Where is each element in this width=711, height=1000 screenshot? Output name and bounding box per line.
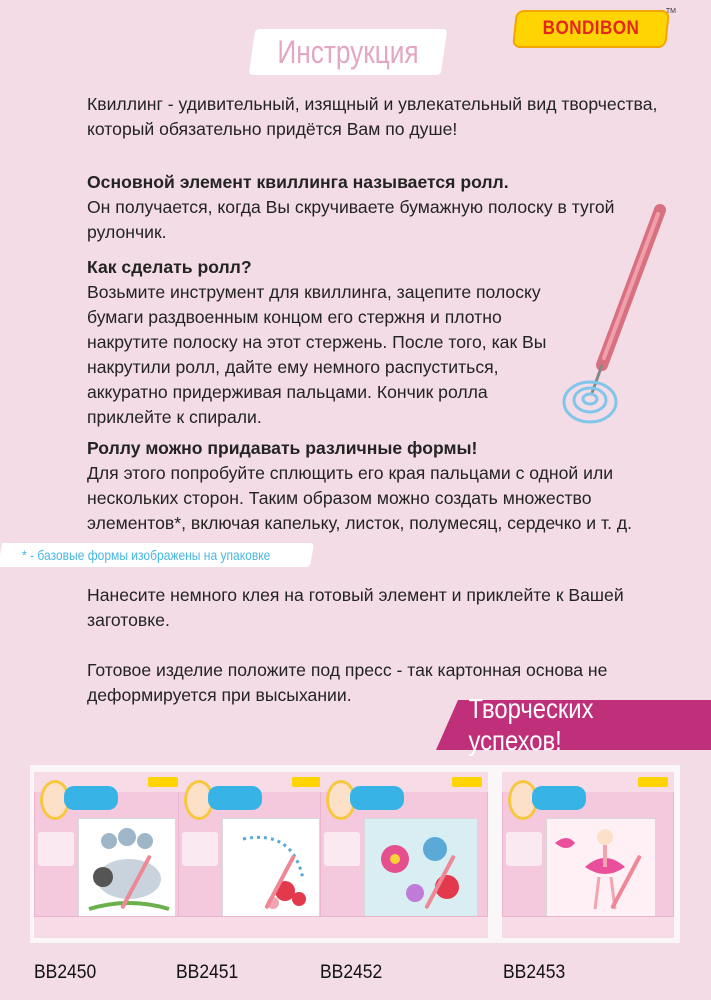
product-window xyxy=(364,818,478,922)
quilling-tool-icon xyxy=(592,210,660,393)
section-how-to xyxy=(87,255,562,430)
product-code-2: BB2451 xyxy=(176,962,239,983)
product-code-4: BB2453 xyxy=(503,962,566,983)
section-roll-heading: Основной элемент квиллинга называется ролл. xyxy=(87,172,509,192)
sheep-picture-icon xyxy=(79,819,175,921)
product-window xyxy=(222,818,320,922)
product-bottom-band xyxy=(320,916,488,938)
series-logo-icon xyxy=(64,786,118,810)
product-side-label xyxy=(182,832,218,866)
product-brand-icon xyxy=(638,777,668,787)
product-side-label xyxy=(324,832,360,866)
postcard-picture-icon xyxy=(223,819,319,921)
product-box-3 xyxy=(320,772,488,938)
product-box-2 xyxy=(178,772,328,938)
product-brand-icon xyxy=(292,777,322,787)
section-shapes-heading: Роллу можно придавать различные формы! xyxy=(87,438,478,458)
series-logo-icon xyxy=(350,786,404,810)
quilling-tool-illustration xyxy=(540,200,690,440)
paper-roll-icon xyxy=(564,382,616,422)
product-bottom-band xyxy=(178,916,328,938)
success-text: Творческих успехов! xyxy=(468,693,594,756)
brand-logo-tm: TM xyxy=(665,8,676,15)
product-window xyxy=(78,818,176,922)
footnote-text: * - базовые формы изображены на упаковке xyxy=(22,547,271,563)
page-title: Инструкция xyxy=(277,33,419,70)
product-side-label xyxy=(38,832,74,866)
product-brand-icon xyxy=(452,777,482,787)
product-box-1 xyxy=(34,772,184,938)
brand-logo-word: BONDIBON xyxy=(542,18,640,39)
product-bottom-band xyxy=(502,916,674,938)
ballerina-picture-icon xyxy=(547,819,655,921)
product-window xyxy=(546,818,656,922)
intro-text: Квиллинг - удивительный, изящный и увлекательный вид творчества, который обязательно придётся Вам по душе! xyxy=(87,94,658,139)
product-code-3: BB2452 xyxy=(320,962,383,983)
section-roll-text: Он получается, когда Вы скручиваете бумажную полоску в тугой рулончик. xyxy=(87,197,615,242)
section-shapes-text: Для этого попробуйте сплющить его края пальцами с одной или нескольких сторон. Таким образом можно создать множество элементов*, включая капельку, листок, полумесяц, сердечко и т. д. xyxy=(87,463,633,533)
product-side-label xyxy=(506,832,542,866)
product-box-4 xyxy=(502,772,674,938)
series-logo-icon xyxy=(532,786,586,810)
glue-paragraph xyxy=(87,583,657,633)
section-how-to-text: Возьмите инструмент для квиллинга, зацепите полоску бумаги раздвоенным концом его стержня и плотно накрутите полоску на этот стержень. После того, как Вы накрутили ролл, дайте ему немного распуститься, аккуратно придерживая пальцами. Кончик ролла приклейте к спирали. xyxy=(87,282,547,427)
product-code-1: BB2450 xyxy=(34,962,97,983)
section-shapes xyxy=(87,436,657,536)
press-text: Готовое изделие положите под пресс - так картонная основа не деформируется при высыхании. xyxy=(87,660,608,705)
section-how-to-heading: Как сделать ролл? xyxy=(87,257,252,277)
glue-text: Нанесите немного клея на готовый элемент и приклейте к Вашей заготовке. xyxy=(87,585,624,630)
series-logo-icon xyxy=(208,786,262,810)
product-brand-icon xyxy=(148,777,178,787)
brand-logo xyxy=(514,8,676,48)
product-bottom-band xyxy=(34,916,184,938)
intro-paragraph xyxy=(87,92,667,142)
flowers-picture-icon xyxy=(365,819,477,921)
